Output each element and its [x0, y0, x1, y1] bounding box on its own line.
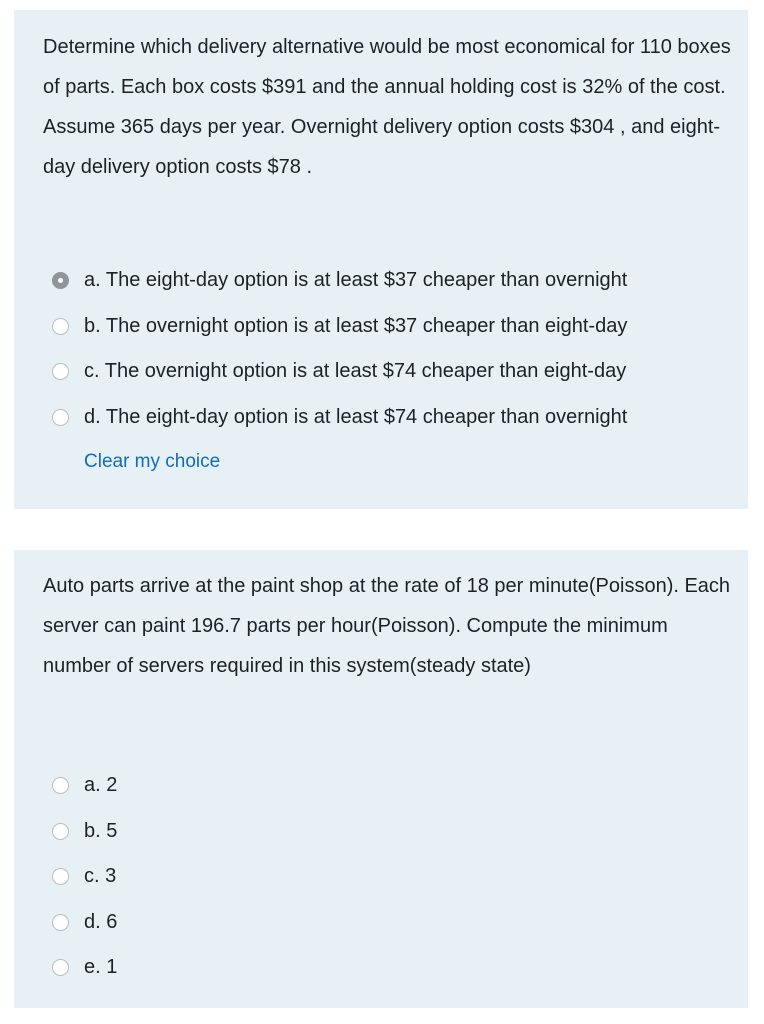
question-1-text: Determine which delivery alternative would be most economical for 110 boxes of parts. Each box costs $391 and the annual holding cost is 32% of the cost. Assume 365 days per year. Overnight delivery option costs $304 , and eight-day delivery option costs $78 .: [43, 36, 731, 178]
radio-icon[interactable]: [52, 777, 69, 794]
clear-choice-link[interactable]: Clear my choice: [84, 451, 221, 472]
option-label: d. The eight-day option is at least $74 cheaper than overnight: [84, 405, 628, 428]
option-label: a. The eight-day option is at least $37 cheaper than overnight: [84, 269, 628, 292]
option-a[interactable]: [52, 258, 627, 304]
radio-icon[interactable]: [52, 409, 69, 426]
option-b[interactable]: [52, 809, 117, 855]
option-e[interactable]: [52, 945, 117, 991]
question-1: [14, 10, 748, 509]
radio-icon[interactable]: [52, 823, 69, 840]
question-2-text: Auto parts arrive at the paint shop at the rate of 18 per minute(Poisson). Each server can paint 196.7 parts per hour(Poisson). Compute the minimum number of servers required in this system(steady state): [43, 575, 731, 677]
option-label: b. The overnight option is at least $37 cheaper than eight-day: [84, 314, 628, 337]
radio-icon[interactable]: [52, 363, 69, 380]
radio-icon[interactable]: [52, 914, 69, 931]
option-c[interactable]: [52, 349, 627, 395]
question-2-options: [52, 763, 117, 991]
option-label: d. 6: [84, 910, 118, 933]
option-label: b. 5: [84, 819, 118, 842]
radio-icon[interactable]: [52, 959, 69, 976]
radio-icon[interactable]: [52, 318, 69, 335]
question-1-options: [52, 258, 627, 440]
option-a[interactable]: [52, 763, 117, 809]
option-label: e. 1: [84, 956, 118, 979]
option-d[interactable]: [52, 395, 627, 441]
option-label: a. 2: [84, 774, 118, 797]
option-d[interactable]: [52, 900, 117, 946]
radio-selected-icon[interactable]: [52, 272, 69, 289]
radio-icon[interactable]: [52, 868, 69, 885]
option-label: c. The overnight option is at least $74 cheaper than eight-day: [84, 360, 627, 383]
option-b[interactable]: [52, 304, 627, 350]
option-label: c. 3: [84, 865, 117, 888]
option-c[interactable]: [52, 854, 117, 900]
question-2: [14, 550, 748, 1008]
